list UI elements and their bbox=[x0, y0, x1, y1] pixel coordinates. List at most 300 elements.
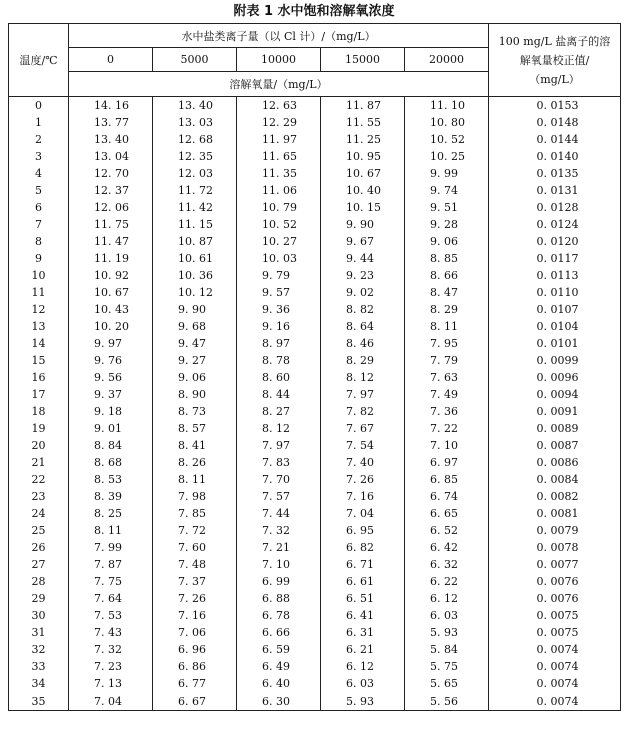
correction-cell: 0. 0113 bbox=[489, 267, 621, 284]
dissolved-oxygen-cell: 6. 96 bbox=[153, 641, 237, 658]
table-row bbox=[9, 165, 621, 182]
dissolved-oxygen-cell: 9. 51 bbox=[405, 199, 489, 216]
dissolved-oxygen-cell: 5. 56 bbox=[405, 692, 489, 711]
dissolved-oxygen-cell: 9. 18 bbox=[69, 403, 153, 420]
dissolved-oxygen-cell: 8. 90 bbox=[153, 386, 237, 403]
dissolved-oxygen-cell: 9. 28 bbox=[405, 216, 489, 233]
dissolved-oxygen-cell: 9. 16 bbox=[237, 318, 321, 335]
temperature-cell: 30 bbox=[9, 607, 69, 624]
dissolved-oxygen-cell: 13. 04 bbox=[69, 148, 153, 165]
temperature-cell: 20 bbox=[9, 437, 69, 454]
dissolved-oxygen-cell: 6. 78 bbox=[237, 607, 321, 624]
dissolved-oxygen-cell: 6. 95 bbox=[321, 522, 405, 539]
dissolved-oxygen-cell: 6. 03 bbox=[321, 675, 405, 692]
dissolved-oxygen-cell: 9. 97 bbox=[69, 335, 153, 352]
temperature-cell: 8 bbox=[9, 233, 69, 250]
correction-cell: 0. 0087 bbox=[489, 437, 621, 454]
table-row bbox=[9, 335, 621, 352]
dissolved-oxygen-cell: 8. 26 bbox=[153, 454, 237, 471]
dissolved-oxygen-cell: 11. 10 bbox=[405, 97, 489, 115]
dissolved-oxygen-cell: 8. 78 bbox=[237, 352, 321, 369]
dissolved-oxygen-cell: 8. 68 bbox=[69, 454, 153, 471]
table-row bbox=[9, 216, 621, 233]
temperature-cell: 33 bbox=[9, 658, 69, 675]
table-row bbox=[9, 114, 621, 131]
table-row bbox=[9, 233, 621, 250]
dissolved-oxygen-cell: 11. 15 bbox=[153, 216, 237, 233]
dissolved-oxygen-cell: 10. 20 bbox=[69, 318, 153, 335]
dissolved-oxygen-cell: 11. 19 bbox=[69, 250, 153, 267]
dissolved-oxygen-cell: 8. 27 bbox=[237, 403, 321, 420]
dissolved-oxygen-cell: 10. 43 bbox=[69, 301, 153, 318]
dissolved-oxygen-cell: 8. 53 bbox=[69, 471, 153, 488]
dissolved-oxygen-cell: 9. 44 bbox=[321, 250, 405, 267]
dissolved-oxygen-cell: 5. 75 bbox=[405, 658, 489, 675]
dissolved-oxygen-cell: 9. 06 bbox=[153, 369, 237, 386]
dissolved-oxygen-cell: 5. 84 bbox=[405, 641, 489, 658]
salt-level-header: 0 bbox=[69, 48, 153, 72]
dissolved-oxygen-cell: 7. 79 bbox=[405, 352, 489, 369]
dissolved-oxygen-cell: 10. 15 bbox=[321, 199, 405, 216]
table-row bbox=[9, 199, 621, 216]
correction-cell: 0. 0120 bbox=[489, 233, 621, 250]
dissolved-oxygen-cell: 6. 32 bbox=[405, 556, 489, 573]
temperature-cell: 5 bbox=[9, 182, 69, 199]
dissolved-oxygen-cell: 7. 60 bbox=[153, 539, 237, 556]
correction-cell: 0. 0128 bbox=[489, 199, 621, 216]
table-title: 附表 1 水中饱和溶解氧浓度 bbox=[233, 4, 395, 19]
table-row bbox=[9, 454, 621, 471]
table-row bbox=[9, 301, 621, 318]
dissolved-oxygen-cell: 7. 43 bbox=[69, 624, 153, 641]
table-row bbox=[9, 131, 621, 148]
dissolved-oxygen-cell: 8. 64 bbox=[321, 318, 405, 335]
table-row bbox=[9, 692, 621, 711]
dissolved-oxygen-cell: 8. 66 bbox=[405, 267, 489, 284]
dissolved-oxygen-cell: 11. 65 bbox=[237, 148, 321, 165]
dissolved-oxygen-cell: 6. 86 bbox=[153, 658, 237, 675]
salt-level-header: 20000 bbox=[405, 48, 489, 72]
dissolved-oxygen-cell: 7. 97 bbox=[321, 386, 405, 403]
dissolved-oxygen-cell: 7. 37 bbox=[153, 573, 237, 590]
dissolved-oxygen-cell: 9. 27 bbox=[153, 352, 237, 369]
dissolved-oxygen-cell: 8. 11 bbox=[153, 471, 237, 488]
table-row bbox=[9, 471, 621, 488]
correction-cell: 0. 0089 bbox=[489, 420, 621, 437]
dissolved-oxygen-cell: 7. 32 bbox=[237, 522, 321, 539]
table-row bbox=[9, 182, 621, 199]
correction-cell: 0. 0074 bbox=[489, 675, 621, 692]
correction-cell: 0. 0099 bbox=[489, 352, 621, 369]
table-row bbox=[9, 675, 621, 692]
correction-header-line-2: 解氧量校正值/ bbox=[519, 53, 590, 67]
dissolved-oxygen-cell: 6. 21 bbox=[321, 641, 405, 658]
correction-cell: 0. 0148 bbox=[489, 114, 621, 131]
correction-header-line-1: 100 mg/L 盐离子的溶 bbox=[498, 34, 611, 48]
temperature-cell: 17 bbox=[9, 386, 69, 403]
dissolved-oxygen-cell: 7. 10 bbox=[237, 556, 321, 573]
dissolved-oxygen-cell: 9. 90 bbox=[153, 301, 237, 318]
temperature-cell: 35 bbox=[9, 692, 69, 711]
dissolved-oxygen-cell: 6. 42 bbox=[405, 539, 489, 556]
dissolved-oxygen-cell: 9. 47 bbox=[153, 335, 237, 352]
dissolved-oxygen-cell: 9. 68 bbox=[153, 318, 237, 335]
temperature-cell: 25 bbox=[9, 522, 69, 539]
dissolved-oxygen-cell: 7. 70 bbox=[237, 471, 321, 488]
dissolved-oxygen-cell: 9. 90 bbox=[321, 216, 405, 233]
dissolved-oxygen-cell: 7. 49 bbox=[405, 386, 489, 403]
dissolved-oxygen-cell: 11. 25 bbox=[321, 131, 405, 148]
dissolved-oxygen-cell: 8. 73 bbox=[153, 403, 237, 420]
table-row bbox=[9, 386, 621, 403]
table-row bbox=[9, 624, 621, 641]
table-row bbox=[9, 488, 621, 505]
dissolved-oxygen-cell: 7. 67 bbox=[321, 420, 405, 437]
table-row bbox=[9, 556, 621, 573]
temperature-cell: 3 bbox=[9, 148, 69, 165]
dissolved-oxygen-cell: 6. 82 bbox=[321, 539, 405, 556]
dissolved-oxygen-cell: 12. 29 bbox=[237, 114, 321, 131]
correction-cell: 0. 0117 bbox=[489, 250, 621, 267]
dissolved-oxygen-cell: 11. 87 bbox=[321, 97, 405, 115]
dissolved-oxygen-cell: 7. 48 bbox=[153, 556, 237, 573]
table-row bbox=[9, 250, 621, 267]
dissolved-oxygen-cell: 12. 37 bbox=[69, 182, 153, 199]
dissolved-oxygen-cell: 9. 57 bbox=[237, 284, 321, 301]
temperature-cell: 10 bbox=[9, 267, 69, 284]
dissolved-oxygen-cell: 11. 42 bbox=[153, 199, 237, 216]
dissolved-oxygen-cell: 6. 71 bbox=[321, 556, 405, 573]
correction-cell: 0. 0075 bbox=[489, 624, 621, 641]
dissolved-oxygen-cell: 9. 74 bbox=[405, 182, 489, 199]
dissolved-oxygen-cell: 6. 31 bbox=[321, 624, 405, 641]
temperature-cell: 1 bbox=[9, 114, 69, 131]
dissolved-oxygen-cell: 7. 44 bbox=[237, 505, 321, 522]
temperature-cell: 19 bbox=[9, 420, 69, 437]
correction-cell: 0. 0076 bbox=[489, 590, 621, 607]
correction-cell: 0. 0101 bbox=[489, 335, 621, 352]
dissolved-oxygen-cell: 6. 41 bbox=[321, 607, 405, 624]
temperature-cell: 32 bbox=[9, 641, 69, 658]
dissolved-oxygen-cell: 10. 80 bbox=[405, 114, 489, 131]
dissolved-oxygen-cell: 12. 70 bbox=[69, 165, 153, 182]
dissolved-oxygen-cell: 10. 12 bbox=[153, 284, 237, 301]
dissolved-oxygen-cell: 9. 99 bbox=[405, 165, 489, 182]
dissolved-oxygen-cell: 6. 88 bbox=[237, 590, 321, 607]
correction-cell: 0. 0144 bbox=[489, 131, 621, 148]
dissolved-oxygen-cell: 9. 01 bbox=[69, 420, 153, 437]
dissolved-oxygen-cell: 7. 04 bbox=[69, 692, 153, 711]
dissolved-oxygen-cell: 5. 93 bbox=[405, 624, 489, 641]
dissolved-oxygen-cell: 7. 40 bbox=[321, 454, 405, 471]
temperature-cell: 28 bbox=[9, 573, 69, 590]
correction-cell: 0. 0096 bbox=[489, 369, 621, 386]
dissolved-oxygen-cell: 7. 26 bbox=[153, 590, 237, 607]
dissolved-oxygen-cell: 8. 12 bbox=[237, 420, 321, 437]
dissolved-oxygen-cell: 9. 37 bbox=[69, 386, 153, 403]
temperature-cell: 7 bbox=[9, 216, 69, 233]
dissolved-oxygen-cell: 6. 65 bbox=[405, 505, 489, 522]
dissolved-oxygen-cell: 7. 63 bbox=[405, 369, 489, 386]
temperature-cell: 18 bbox=[9, 403, 69, 420]
saturated-dissolved-oxygen-table bbox=[8, 23, 621, 711]
temperature-cell: 13 bbox=[9, 318, 69, 335]
dissolved-oxygen-cell: 6. 12 bbox=[321, 658, 405, 675]
dissolved-oxygen-cell: 6. 67 bbox=[153, 692, 237, 711]
dissolved-oxygen-unit-header: 溶解氧量/（mg/L） bbox=[69, 72, 489, 97]
dissolved-oxygen-cell: 6. 99 bbox=[237, 573, 321, 590]
temperature-cell: 31 bbox=[9, 624, 69, 641]
dissolved-oxygen-cell: 7. 21 bbox=[237, 539, 321, 556]
correction-cell: 0. 0140 bbox=[489, 148, 621, 165]
dissolved-oxygen-cell: 6. 03 bbox=[405, 607, 489, 624]
dissolved-oxygen-cell: 10. 27 bbox=[237, 233, 321, 250]
dissolved-oxygen-cell: 6. 40 bbox=[237, 675, 321, 692]
temperature-cell: 21 bbox=[9, 454, 69, 471]
table-row bbox=[9, 590, 621, 607]
dissolved-oxygen-cell: 6. 97 bbox=[405, 454, 489, 471]
dissolved-oxygen-cell: 12. 03 bbox=[153, 165, 237, 182]
dissolved-oxygen-cell: 7. 32 bbox=[69, 641, 153, 658]
temperature-cell: 11 bbox=[9, 284, 69, 301]
temperature-cell: 29 bbox=[9, 590, 69, 607]
dissolved-oxygen-cell: 7. 16 bbox=[153, 607, 237, 624]
dissolved-oxygen-cell: 9. 67 bbox=[321, 233, 405, 250]
dissolved-oxygen-cell: 9. 36 bbox=[237, 301, 321, 318]
table-row bbox=[9, 403, 621, 420]
table-row bbox=[9, 573, 621, 590]
correction-cell: 0. 0082 bbox=[489, 488, 621, 505]
dissolved-oxygen-cell: 6. 22 bbox=[405, 573, 489, 590]
temperature-cell: 15 bbox=[9, 352, 69, 369]
dissolved-oxygen-cell: 11. 35 bbox=[237, 165, 321, 182]
table-row bbox=[9, 505, 621, 522]
temperature-cell: 6 bbox=[9, 199, 69, 216]
table-row bbox=[9, 267, 621, 284]
temperature-cell: 12 bbox=[9, 301, 69, 318]
dissolved-oxygen-cell: 6. 66 bbox=[237, 624, 321, 641]
correction-cell: 0. 0094 bbox=[489, 386, 621, 403]
dissolved-oxygen-cell: 9. 56 bbox=[69, 369, 153, 386]
dissolved-oxygen-cell: 10. 87 bbox=[153, 233, 237, 250]
temperature-header: 温度/℃ bbox=[9, 24, 69, 97]
temperature-cell: 2 bbox=[9, 131, 69, 148]
temperature-cell: 26 bbox=[9, 539, 69, 556]
dissolved-oxygen-cell: 8. 11 bbox=[69, 522, 153, 539]
dissolved-oxygen-cell: 7. 99 bbox=[69, 539, 153, 556]
dissolved-oxygen-cell: 6. 74 bbox=[405, 488, 489, 505]
table-row bbox=[9, 284, 621, 301]
table-row bbox=[9, 607, 621, 624]
dissolved-oxygen-cell: 12. 63 bbox=[237, 97, 321, 115]
table-row bbox=[9, 148, 621, 165]
temperature-cell: 9 bbox=[9, 250, 69, 267]
table-row bbox=[9, 522, 621, 539]
dissolved-oxygen-cell: 8. 29 bbox=[405, 301, 489, 318]
dissolved-oxygen-cell: 10. 95 bbox=[321, 148, 405, 165]
dissolved-oxygen-cell: 11. 97 bbox=[237, 131, 321, 148]
dissolved-oxygen-cell: 10. 52 bbox=[237, 216, 321, 233]
dissolved-oxygen-cell: 8. 47 bbox=[405, 284, 489, 301]
temperature-cell: 23 bbox=[9, 488, 69, 505]
correction-cell: 0. 0079 bbox=[489, 522, 621, 539]
table-row bbox=[9, 352, 621, 369]
correction-cell: 0. 0081 bbox=[489, 505, 621, 522]
temperature-cell: 16 bbox=[9, 369, 69, 386]
correction-cell: 0. 0110 bbox=[489, 284, 621, 301]
dissolved-oxygen-cell: 7. 26 bbox=[321, 471, 405, 488]
dissolved-oxygen-cell: 14. 16 bbox=[69, 97, 153, 115]
temperature-cell: 14 bbox=[9, 335, 69, 352]
dissolved-oxygen-cell: 6. 59 bbox=[237, 641, 321, 658]
dissolved-oxygen-cell: 10. 03 bbox=[237, 250, 321, 267]
dissolved-oxygen-cell: 7. 54 bbox=[321, 437, 405, 454]
correction-cell: 0. 0131 bbox=[489, 182, 621, 199]
dissolved-oxygen-cell: 8. 97 bbox=[237, 335, 321, 352]
dissolved-oxygen-cell: 10. 40 bbox=[321, 182, 405, 199]
dissolved-oxygen-cell: 7. 97 bbox=[237, 437, 321, 454]
salt-level-header: 15000 bbox=[321, 48, 405, 72]
dissolved-oxygen-cell: 12. 68 bbox=[153, 131, 237, 148]
dissolved-oxygen-cell: 6. 12 bbox=[405, 590, 489, 607]
dissolved-oxygen-cell: 6. 51 bbox=[321, 590, 405, 607]
dissolved-oxygen-cell: 9. 06 bbox=[405, 233, 489, 250]
temperature-cell: 22 bbox=[9, 471, 69, 488]
dissolved-oxygen-cell: 11. 55 bbox=[321, 114, 405, 131]
correction-cell: 0. 0074 bbox=[489, 692, 621, 711]
correction-cell: 0. 0086 bbox=[489, 454, 621, 471]
dissolved-oxygen-cell: 7. 72 bbox=[153, 522, 237, 539]
correction-cell: 0. 0153 bbox=[489, 97, 621, 115]
correction-cell: 0. 0124 bbox=[489, 216, 621, 233]
salt-ion-group-header: 水中盐类离子量（以 Cl 计）/（mg/L） bbox=[69, 24, 489, 48]
table-row bbox=[9, 539, 621, 556]
dissolved-oxygen-cell: 8. 57 bbox=[153, 420, 237, 437]
correction-header-line-3: （mg/L） bbox=[529, 72, 580, 86]
dissolved-oxygen-cell: 7. 95 bbox=[405, 335, 489, 352]
table-row bbox=[9, 658, 621, 675]
dissolved-oxygen-cell: 8. 11 bbox=[405, 318, 489, 335]
dissolved-oxygen-cell: 5. 65 bbox=[405, 675, 489, 692]
dissolved-oxygen-cell: 9. 76 bbox=[69, 352, 153, 369]
dissolved-oxygen-cell: 6. 77 bbox=[153, 675, 237, 692]
dissolved-oxygen-cell: 10. 67 bbox=[69, 284, 153, 301]
dissolved-oxygen-cell: 7. 13 bbox=[69, 675, 153, 692]
dissolved-oxygen-cell: 8. 85 bbox=[405, 250, 489, 267]
dissolved-oxygen-cell: 7. 06 bbox=[153, 624, 237, 641]
dissolved-oxygen-cell: 11. 47 bbox=[69, 233, 153, 250]
dissolved-oxygen-cell: 12. 06 bbox=[69, 199, 153, 216]
dissolved-oxygen-cell: 7. 82 bbox=[321, 403, 405, 420]
dissolved-oxygen-cell: 7. 16 bbox=[321, 488, 405, 505]
correction-header bbox=[489, 24, 621, 97]
dissolved-oxygen-cell: 11. 72 bbox=[153, 182, 237, 199]
dissolved-oxygen-cell: 8. 84 bbox=[69, 437, 153, 454]
dissolved-oxygen-cell: 8. 41 bbox=[153, 437, 237, 454]
table-row bbox=[9, 641, 621, 658]
dissolved-oxygen-cell: 9. 23 bbox=[321, 267, 405, 284]
dissolved-oxygen-cell: 7. 64 bbox=[69, 590, 153, 607]
dissolved-oxygen-cell: 8. 12 bbox=[321, 369, 405, 386]
table-row bbox=[9, 318, 621, 335]
dissolved-oxygen-cell: 10. 25 bbox=[405, 148, 489, 165]
dissolved-oxygen-cell: 13. 03 bbox=[153, 114, 237, 131]
correction-cell: 0. 0074 bbox=[489, 658, 621, 675]
correction-cell: 0. 0104 bbox=[489, 318, 621, 335]
dissolved-oxygen-cell: 11. 06 bbox=[237, 182, 321, 199]
dissolved-oxygen-cell: 10. 79 bbox=[237, 199, 321, 216]
temperature-cell: 27 bbox=[9, 556, 69, 573]
correction-cell: 0. 0077 bbox=[489, 556, 621, 573]
correction-cell: 0. 0107 bbox=[489, 301, 621, 318]
dissolved-oxygen-cell: 8. 82 bbox=[321, 301, 405, 318]
dissolved-oxygen-cell: 7. 53 bbox=[69, 607, 153, 624]
dissolved-oxygen-cell: 13. 77 bbox=[69, 114, 153, 131]
temperature-cell: 0 bbox=[9, 97, 69, 115]
dissolved-oxygen-cell: 6. 85 bbox=[405, 471, 489, 488]
dissolved-oxygen-cell: 7. 36 bbox=[405, 403, 489, 420]
salt-level-header: 5000 bbox=[153, 48, 237, 72]
dissolved-oxygen-cell: 13. 40 bbox=[153, 97, 237, 115]
dissolved-oxygen-cell: 7. 22 bbox=[405, 420, 489, 437]
dissolved-oxygen-cell: 6. 52 bbox=[405, 522, 489, 539]
correction-cell: 0. 0075 bbox=[489, 607, 621, 624]
temperature-cell: 4 bbox=[9, 165, 69, 182]
correction-cell: 0. 0076 bbox=[489, 573, 621, 590]
dissolved-oxygen-cell: 10. 36 bbox=[153, 267, 237, 284]
dissolved-oxygen-cell: 8. 60 bbox=[237, 369, 321, 386]
dissolved-oxygen-cell: 8. 44 bbox=[237, 386, 321, 403]
table-row bbox=[9, 437, 621, 454]
dissolved-oxygen-cell: 6. 61 bbox=[321, 573, 405, 590]
dissolved-oxygen-cell: 8. 25 bbox=[69, 505, 153, 522]
dissolved-oxygen-cell: 9. 79 bbox=[237, 267, 321, 284]
dissolved-oxygen-cell: 7. 23 bbox=[69, 658, 153, 675]
dissolved-oxygen-cell: 7. 83 bbox=[237, 454, 321, 471]
table-row bbox=[9, 97, 621, 115]
dissolved-oxygen-cell: 13. 40 bbox=[69, 131, 153, 148]
dissolved-oxygen-cell: 11. 75 bbox=[69, 216, 153, 233]
table-row bbox=[9, 369, 621, 386]
correction-cell: 0. 0084 bbox=[489, 471, 621, 488]
dissolved-oxygen-cell: 7. 75 bbox=[69, 573, 153, 590]
dissolved-oxygen-cell: 9. 02 bbox=[321, 284, 405, 301]
table-row bbox=[9, 420, 621, 437]
dissolved-oxygen-cell: 12. 35 bbox=[153, 148, 237, 165]
dissolved-oxygen-cell: 7. 85 bbox=[153, 505, 237, 522]
temperature-cell: 34 bbox=[9, 675, 69, 692]
dissolved-oxygen-cell: 7. 57 bbox=[237, 488, 321, 505]
dissolved-oxygen-cell: 8. 29 bbox=[321, 352, 405, 369]
correction-cell: 0. 0135 bbox=[489, 165, 621, 182]
dissolved-oxygen-cell: 10. 61 bbox=[153, 250, 237, 267]
temperature-cell: 24 bbox=[9, 505, 69, 522]
dissolved-oxygen-cell: 7. 10 bbox=[405, 437, 489, 454]
dissolved-oxygen-cell: 10. 92 bbox=[69, 267, 153, 284]
dissolved-oxygen-cell: 10. 67 bbox=[321, 165, 405, 182]
dissolved-oxygen-cell: 6. 49 bbox=[237, 658, 321, 675]
dissolved-oxygen-cell: 6. 30 bbox=[237, 692, 321, 711]
correction-cell: 0. 0078 bbox=[489, 539, 621, 556]
dissolved-oxygen-cell: 7. 98 bbox=[153, 488, 237, 505]
correction-cell: 0. 0074 bbox=[489, 641, 621, 658]
dissolved-oxygen-cell: 7. 87 bbox=[69, 556, 153, 573]
dissolved-oxygen-cell: 5. 93 bbox=[321, 692, 405, 711]
dissolved-oxygen-cell: 10. 52 bbox=[405, 131, 489, 148]
dissolved-oxygen-cell: 7. 04 bbox=[321, 505, 405, 522]
correction-cell: 0. 0091 bbox=[489, 403, 621, 420]
salt-level-header: 10000 bbox=[237, 48, 321, 72]
